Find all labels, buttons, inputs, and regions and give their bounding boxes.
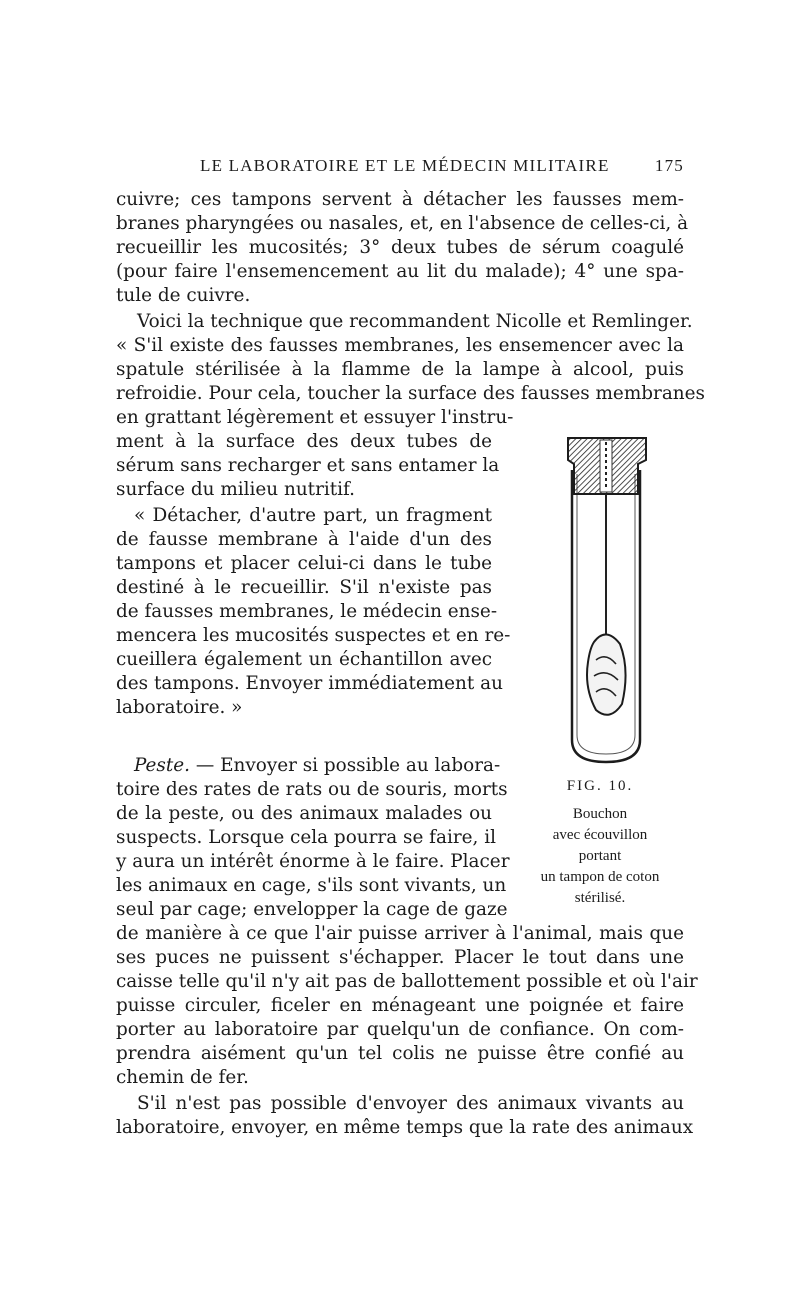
text-line: (pour faire l'ensemencement au lit du malade); 4° une spa-: [116, 261, 684, 282]
text-line: sérum sans recharger et sans entamer la: [116, 455, 500, 476]
text-line: destiné à le recueillir. S'il n'existe pas: [116, 577, 492, 598]
text-line: des tampons. Envoyer immédiatement au: [116, 673, 503, 694]
header-title: LE LABORATOIRE ET LE MÉDECIN MILITAIRE: [200, 156, 610, 175]
text-line: mencera les mucosités suspectes et en re-: [116, 625, 511, 646]
text-line: « S'il existe des fausses membranes, les ensemencer avec la: [116, 335, 684, 356]
figure-caption-line: Bouchon: [572, 806, 628, 822]
figure-number: FIG. 10.: [566, 778, 634, 794]
test-tube-illustration: [550, 430, 670, 770]
text-line: « Détacher, d'autre part, un fragment: [134, 505, 492, 526]
text-line: ses puces ne puissent s'échapper. Placer le tout dans une: [116, 947, 684, 968]
figure-caption-line: portant: [578, 848, 622, 864]
text-line: recueillir les mucosités; 3° deux tubes de sérum coagulé: [116, 237, 684, 258]
figure-caption-line: un tampon de coton: [540, 869, 660, 885]
text-line: de la peste, ou des animaux malades ou: [116, 803, 492, 824]
text-line: [134, 754, 501, 778]
text-line: ment à la surface des deux tubes de: [116, 431, 492, 452]
section-heading-peste: Peste.: [134, 755, 190, 776]
text-line: Voici la technique que recommandent Nicolle et Remlinger.: [137, 311, 693, 332]
text-line: branes pharyngées ou nasales, et, en l'absence de celles-ci, à: [116, 213, 689, 234]
text-line: suspects. Lorsque cela pourra se faire, il: [116, 827, 496, 848]
text-line: tampons et placer celui-ci dans le tube: [116, 553, 492, 574]
text-line: refroidie. Pour cela, toucher la surface des fausses membranes: [116, 383, 705, 404]
text-line: puisse circuler, ficeler en ménageant une poignée et faire: [116, 995, 684, 1016]
text-line: en grattant légèrement et essuyer l'instru-: [116, 407, 514, 428]
text-line: y aura un intérêt énorme à le faire. Placer: [116, 851, 510, 872]
text-line: de fausse membrane à l'aide d'un des: [116, 529, 492, 550]
text-line: porter au laboratoire par quelqu'un de confiance. On com-: [116, 1019, 684, 1040]
text-line: S'il n'est pas possible d'envoyer des animaux vivants au: [137, 1093, 684, 1114]
text-line: chemin de fer.: [116, 1067, 249, 1088]
text-line: seul par cage; envelopper la cage de gaze: [116, 899, 508, 920]
text-line: surface du milieu nutritif.: [116, 479, 356, 500]
figure-caption-line: stérilisé.: [574, 890, 626, 906]
page-number: 175: [654, 156, 684, 175]
cotton-swab: [587, 634, 626, 714]
text-line: cuivre; ces tampons servent à détacher les fausses mem-: [116, 189, 684, 210]
running-header: [116, 156, 684, 178]
text-line: caisse telle qu'il n'y ait pas de ballottement possible et où l'air: [116, 971, 698, 992]
text-line: laboratoire. »: [116, 697, 243, 718]
text-line: de fausses membranes, le médecin ense-: [116, 601, 498, 622]
cotton-plug: [568, 438, 646, 494]
text-line: de manière à ce que l'air puisse arriver à l'animal, mais que: [116, 923, 684, 944]
text-span: — Envoyer si possible au labora-: [195, 755, 501, 776]
text-line: les animaux en cage, s'ils sont vivants, un: [116, 875, 507, 896]
text-line: toire des rates de rats ou de souris, morts: [116, 779, 508, 800]
text-line: prendra aisément qu'un tel colis ne puisse être confié au: [116, 1043, 684, 1064]
figure-caption-line: avec écouvillon: [552, 827, 648, 843]
text-line: spatule stérilisée à la flamme de la lampe à alcool, puis: [116, 359, 684, 380]
text-line: laboratoire, envoyer, en même temps que la rate des animaux: [116, 1117, 694, 1138]
text-line: tule de cuivre.: [116, 285, 251, 306]
text-line: cueillera également un échantillon avec: [116, 649, 492, 670]
